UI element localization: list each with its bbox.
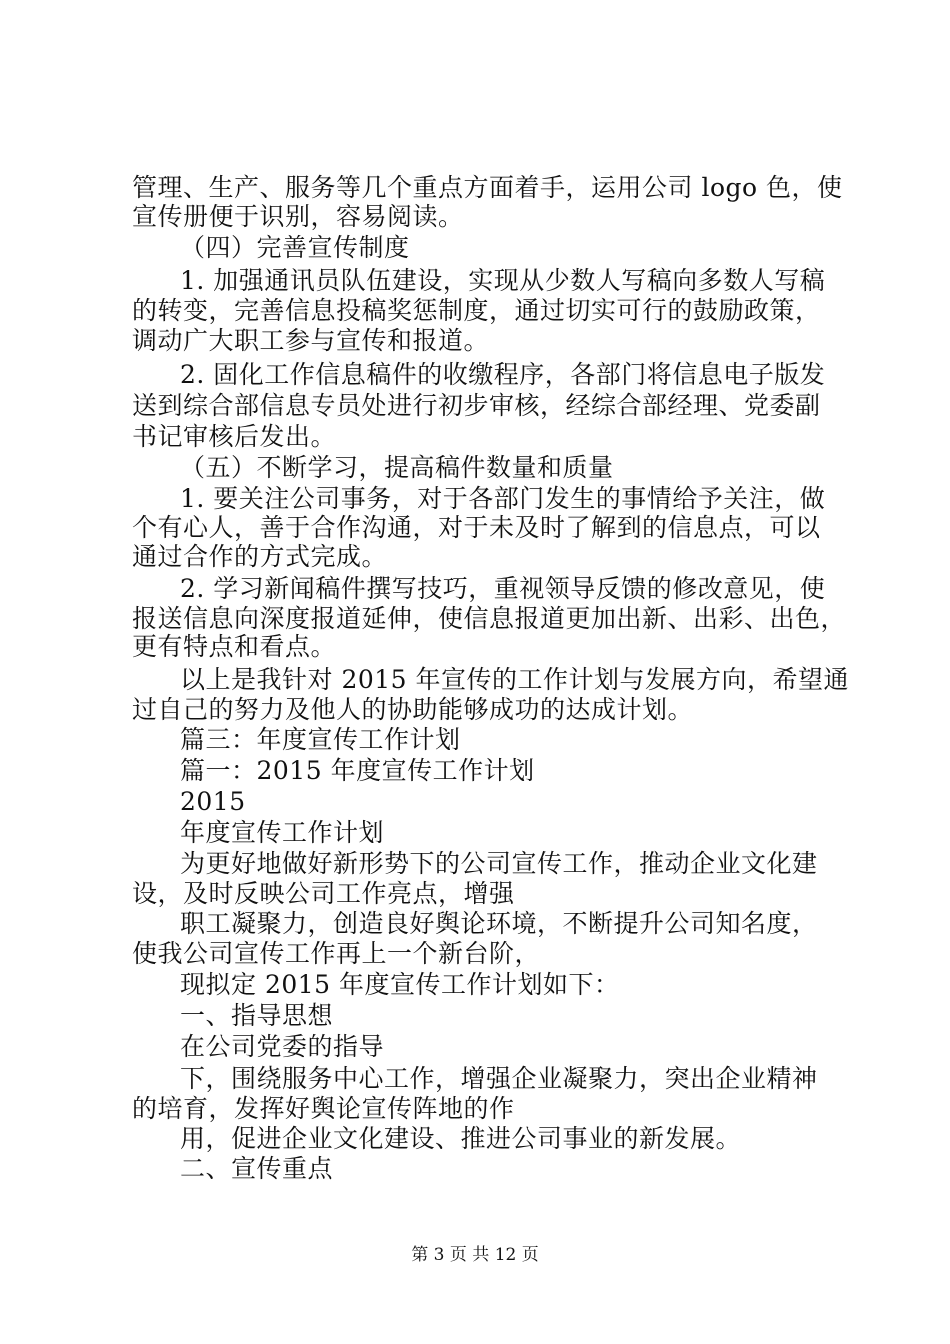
body-line: 管理、生产、服务等几个重点方面着手，运用公司 logo 色，使	[132, 173, 843, 202]
section-heading: （五）不断学习，提高稿件数量和质量	[180, 453, 614, 482]
article-heading: 篇一：2015 年度宣传工作计划	[180, 756, 535, 785]
body-line: 年度宣传工作计划	[180, 818, 385, 847]
body-line: 2. 学习新闻稿件撰写技巧，重视领导反馈的修改意见，使	[180, 574, 826, 603]
section-heading: （四）完善宣传制度	[180, 233, 410, 262]
body-line: 现拟定 2015 年度宣传工作计划如下：	[180, 970, 620, 999]
body-line: 以上是我针对 2015 年宣传的工作计划与发展方向，希望通	[180, 665, 850, 694]
body-line: 设，及时反映公司工作亮点，增强	[132, 879, 515, 908]
body-line: 2. 固化工作信息稿件的收缴程序，各部门将信息电子版发	[180, 360, 826, 389]
body-line: 使我公司宣传工作再上一个新台阶，	[132, 939, 541, 968]
body-line: 的培育，发挥好舆论宣传阵地的作	[132, 1094, 515, 1123]
page-number-footer: 第 3 页 共 12 页	[411, 1245, 539, 1265]
body-line: 通过合作的方式完成。	[132, 542, 388, 571]
body-line: 的转变，完善信息投稿奖惩制度，通过切实可行的鼓励政策，	[132, 296, 821, 325]
body-line: 1. 加强通讯员队伍建设，实现从少数人写稿向多数人写稿	[180, 266, 826, 295]
body-line: 职工凝聚力，创造良好舆论环境，不断提升公司知名度，	[180, 909, 818, 938]
section-heading: 一、指导思想	[180, 1001, 334, 1030]
body-line: 2015	[180, 787, 246, 816]
body-line: 书记审核后发出。	[132, 422, 337, 451]
body-line: 调动广大职工参与宣传和报道。	[132, 326, 490, 355]
section-heading: 二、宣传重点	[180, 1154, 334, 1183]
body-line: 更有特点和看点。	[132, 632, 337, 661]
body-line: 送到综合部信息专员处进行初步审核，经综合部经理、党委副	[132, 391, 821, 420]
body-line: 宣传册便于识别，容易阅读。	[132, 202, 464, 231]
body-line: 用，促进企业文化建设、推进公司事业的新发展。	[180, 1124, 742, 1153]
body-line: 过自己的努力及他人的协助能够成功的达成计划。	[132, 695, 694, 724]
body-line: 为更好地做好新形势下的公司宣传工作，推动企业文化建	[180, 849, 818, 878]
body-line: 报送信息向深度报道延伸，使信息报道更加出新、出彩、出色，	[132, 604, 847, 633]
body-line: 个有心人，善于合作沟通，对于未及时了解到的信息点，可以	[132, 513, 821, 542]
article-heading: 篇三：年度宣传工作计划	[180, 725, 461, 754]
body-line: 在公司党委的指导	[180, 1032, 385, 1061]
body-line: 下，围绕服务中心工作，增强企业凝聚力，突出企业精神	[180, 1064, 818, 1093]
body-line: 1. 要关注公司事务，对于各部门发生的事情给予关注，做	[180, 484, 826, 513]
